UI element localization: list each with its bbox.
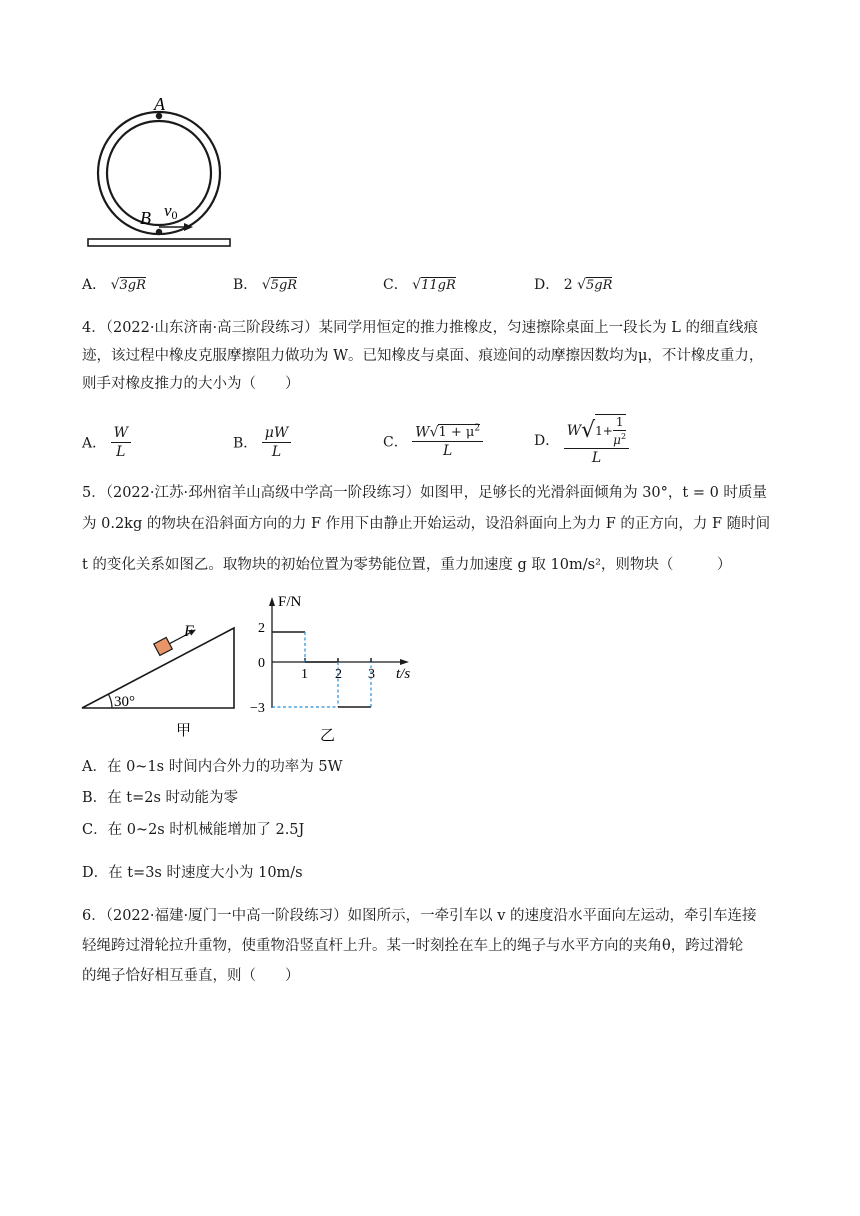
one-plus: 1+ bbox=[595, 424, 613, 438]
y-axis-label bbox=[278, 594, 302, 610]
w-symbol: W bbox=[566, 422, 582, 439]
mu-symbol: μ bbox=[613, 433, 621, 447]
radicand bbox=[595, 414, 626, 447]
point-a-label: A bbox=[154, 94, 165, 114]
fraction bbox=[564, 414, 630, 466]
option-label: A． bbox=[82, 435, 107, 452]
radicand: 5gR bbox=[585, 278, 613, 293]
ring-figure bbox=[80, 88, 240, 253]
x-tick-2: 2 bbox=[335, 667, 342, 682]
q4-line-2: 迹，该过程中橡皮克服摩擦阻力做功为 W。已知橡皮与桌面、痕迹间的动摩擦因数均为μ，不计橡皮重力， bbox=[82, 348, 764, 364]
q5-line-3: t 的变化关系如图乙。取物块的初始位置为零势能位置，重力加速度 g 取 10m/s²，则物块（ ） bbox=[82, 557, 732, 573]
caption-jia: 甲 bbox=[176, 723, 192, 739]
q4-option-b[interactable] bbox=[233, 425, 291, 460]
fraction bbox=[262, 425, 292, 460]
inner-denominator bbox=[613, 431, 626, 447]
radicand: 3gR bbox=[119, 278, 146, 293]
denominator: L bbox=[591, 450, 602, 466]
angle-label: 30° bbox=[114, 694, 135, 710]
q4-option-d[interactable] bbox=[534, 414, 629, 466]
numerator bbox=[412, 424, 483, 442]
incline-figure bbox=[78, 618, 248, 743]
numerator: W bbox=[111, 425, 131, 443]
v0-subscript: 0 bbox=[171, 208, 178, 222]
q4-line-3: 则手对橡皮推力的大小为（ ） bbox=[82, 376, 300, 392]
y-axis-text: F/N bbox=[278, 594, 302, 610]
option-label: B． bbox=[233, 435, 258, 452]
q6-line-3: 的绳子恰好相互垂直，则（ ） bbox=[82, 968, 300, 984]
q6-line-1: 6．（2022·福建·厦门一中高一阶段练习）如图所示，一牵引车以 v 的速度沿水平面向左运动，牵引车连接 bbox=[82, 908, 757, 924]
option-label: C． bbox=[383, 277, 408, 293]
coefficient: 2 bbox=[563, 277, 573, 293]
sqrt-symbol: √ bbox=[110, 277, 120, 293]
q5-option-b[interactable]: B．在 t=2s 时动能为零 bbox=[82, 790, 239, 806]
q6-line-2: 轻绳跨过滑轮拉升重物，使重物沿竖直杆上升。某一时刻拴在车上的绳子与水平方向的夹角θ，跨过滑轮 bbox=[82, 938, 744, 954]
q4-line-1: 4．（2022·山东济南·高三阶段练习）某同学用恒定的推力推橡皮，匀速擦除桌面上一段长为 L 的细直线痕 bbox=[82, 320, 758, 336]
denominator: L bbox=[116, 444, 126, 460]
sqrt-symbol: √ bbox=[261, 277, 271, 293]
force-time-graph bbox=[250, 594, 430, 744]
inner-numerator: 1 bbox=[613, 415, 627, 431]
q3-option-a[interactable] bbox=[82, 274, 146, 294]
x-tick-3: 3 bbox=[368, 667, 375, 682]
option-label: D． bbox=[534, 277, 560, 293]
q4-option-a[interactable] bbox=[82, 425, 131, 460]
radicand bbox=[438, 424, 480, 440]
sqrt-symbol: √ bbox=[429, 424, 439, 441]
w-symbol: W bbox=[415, 424, 430, 441]
y-tick-0: 0 bbox=[258, 656, 265, 671]
radicand: 5gR bbox=[270, 278, 298, 293]
x-axis-label: t/s bbox=[396, 666, 411, 682]
exponent: 2 bbox=[474, 424, 481, 434]
sqrt-symbol: √ bbox=[581, 418, 596, 443]
sqrt-symbol: √ bbox=[577, 277, 586, 293]
sqrt-symbol: √ bbox=[412, 277, 422, 293]
denominator: L bbox=[442, 443, 453, 460]
q5-option-c[interactable]: C．在 0~2s 时机械能增加了 2.5J bbox=[82, 822, 305, 838]
q5-line-1: 5．（2022·江苏·邳州宿羊山高级中学高一阶段练习）如图甲，足够长的光滑斜面倾角为 30°，t = 0 时质量 bbox=[82, 485, 767, 501]
denominator: L bbox=[271, 444, 282, 460]
x-tick-1: 1 bbox=[301, 667, 308, 682]
option-label: B． bbox=[233, 277, 258, 293]
caption-yi: 乙 bbox=[320, 728, 336, 744]
exponent: 2 bbox=[620, 432, 627, 441]
q3-option-d[interactable] bbox=[534, 274, 612, 294]
q5-option-d[interactable]: D．在 t=3s 时速度大小为 10m/s bbox=[82, 865, 303, 881]
radicand: 11gR bbox=[421, 278, 456, 293]
q3-option-c[interactable] bbox=[383, 274, 456, 294]
y-tick-2: 2 bbox=[258, 621, 265, 636]
radicand-text: 1 + μ bbox=[438, 425, 475, 441]
fraction bbox=[111, 425, 131, 460]
q5-option-a[interactable]: A．在 0~1s 时间内合外力的功率为 5W bbox=[82, 759, 343, 775]
option-label: C． bbox=[383, 434, 408, 451]
numerator bbox=[564, 414, 630, 449]
q5-line-2: 为 0.2kg 的物块在沿斜面方向的力 F 作用下由静止开始运动，设沿斜面向上为力 F 的正方向，力 F 随时间 bbox=[82, 516, 771, 532]
inner-fraction bbox=[613, 415, 627, 447]
point-b-label: B bbox=[140, 208, 151, 228]
numerator: μW bbox=[262, 425, 292, 443]
option-label: D． bbox=[534, 433, 560, 449]
fraction bbox=[412, 424, 483, 459]
v0-label bbox=[164, 201, 178, 222]
y-tick-neg3: −3 bbox=[250, 701, 265, 716]
v0-symbol: v bbox=[164, 201, 172, 220]
option-label: A． bbox=[82, 277, 107, 293]
q3-option-b[interactable] bbox=[233, 274, 297, 294]
graph-layer bbox=[272, 632, 371, 707]
force-label: F bbox=[184, 623, 194, 640]
q4-option-c[interactable] bbox=[383, 424, 483, 459]
